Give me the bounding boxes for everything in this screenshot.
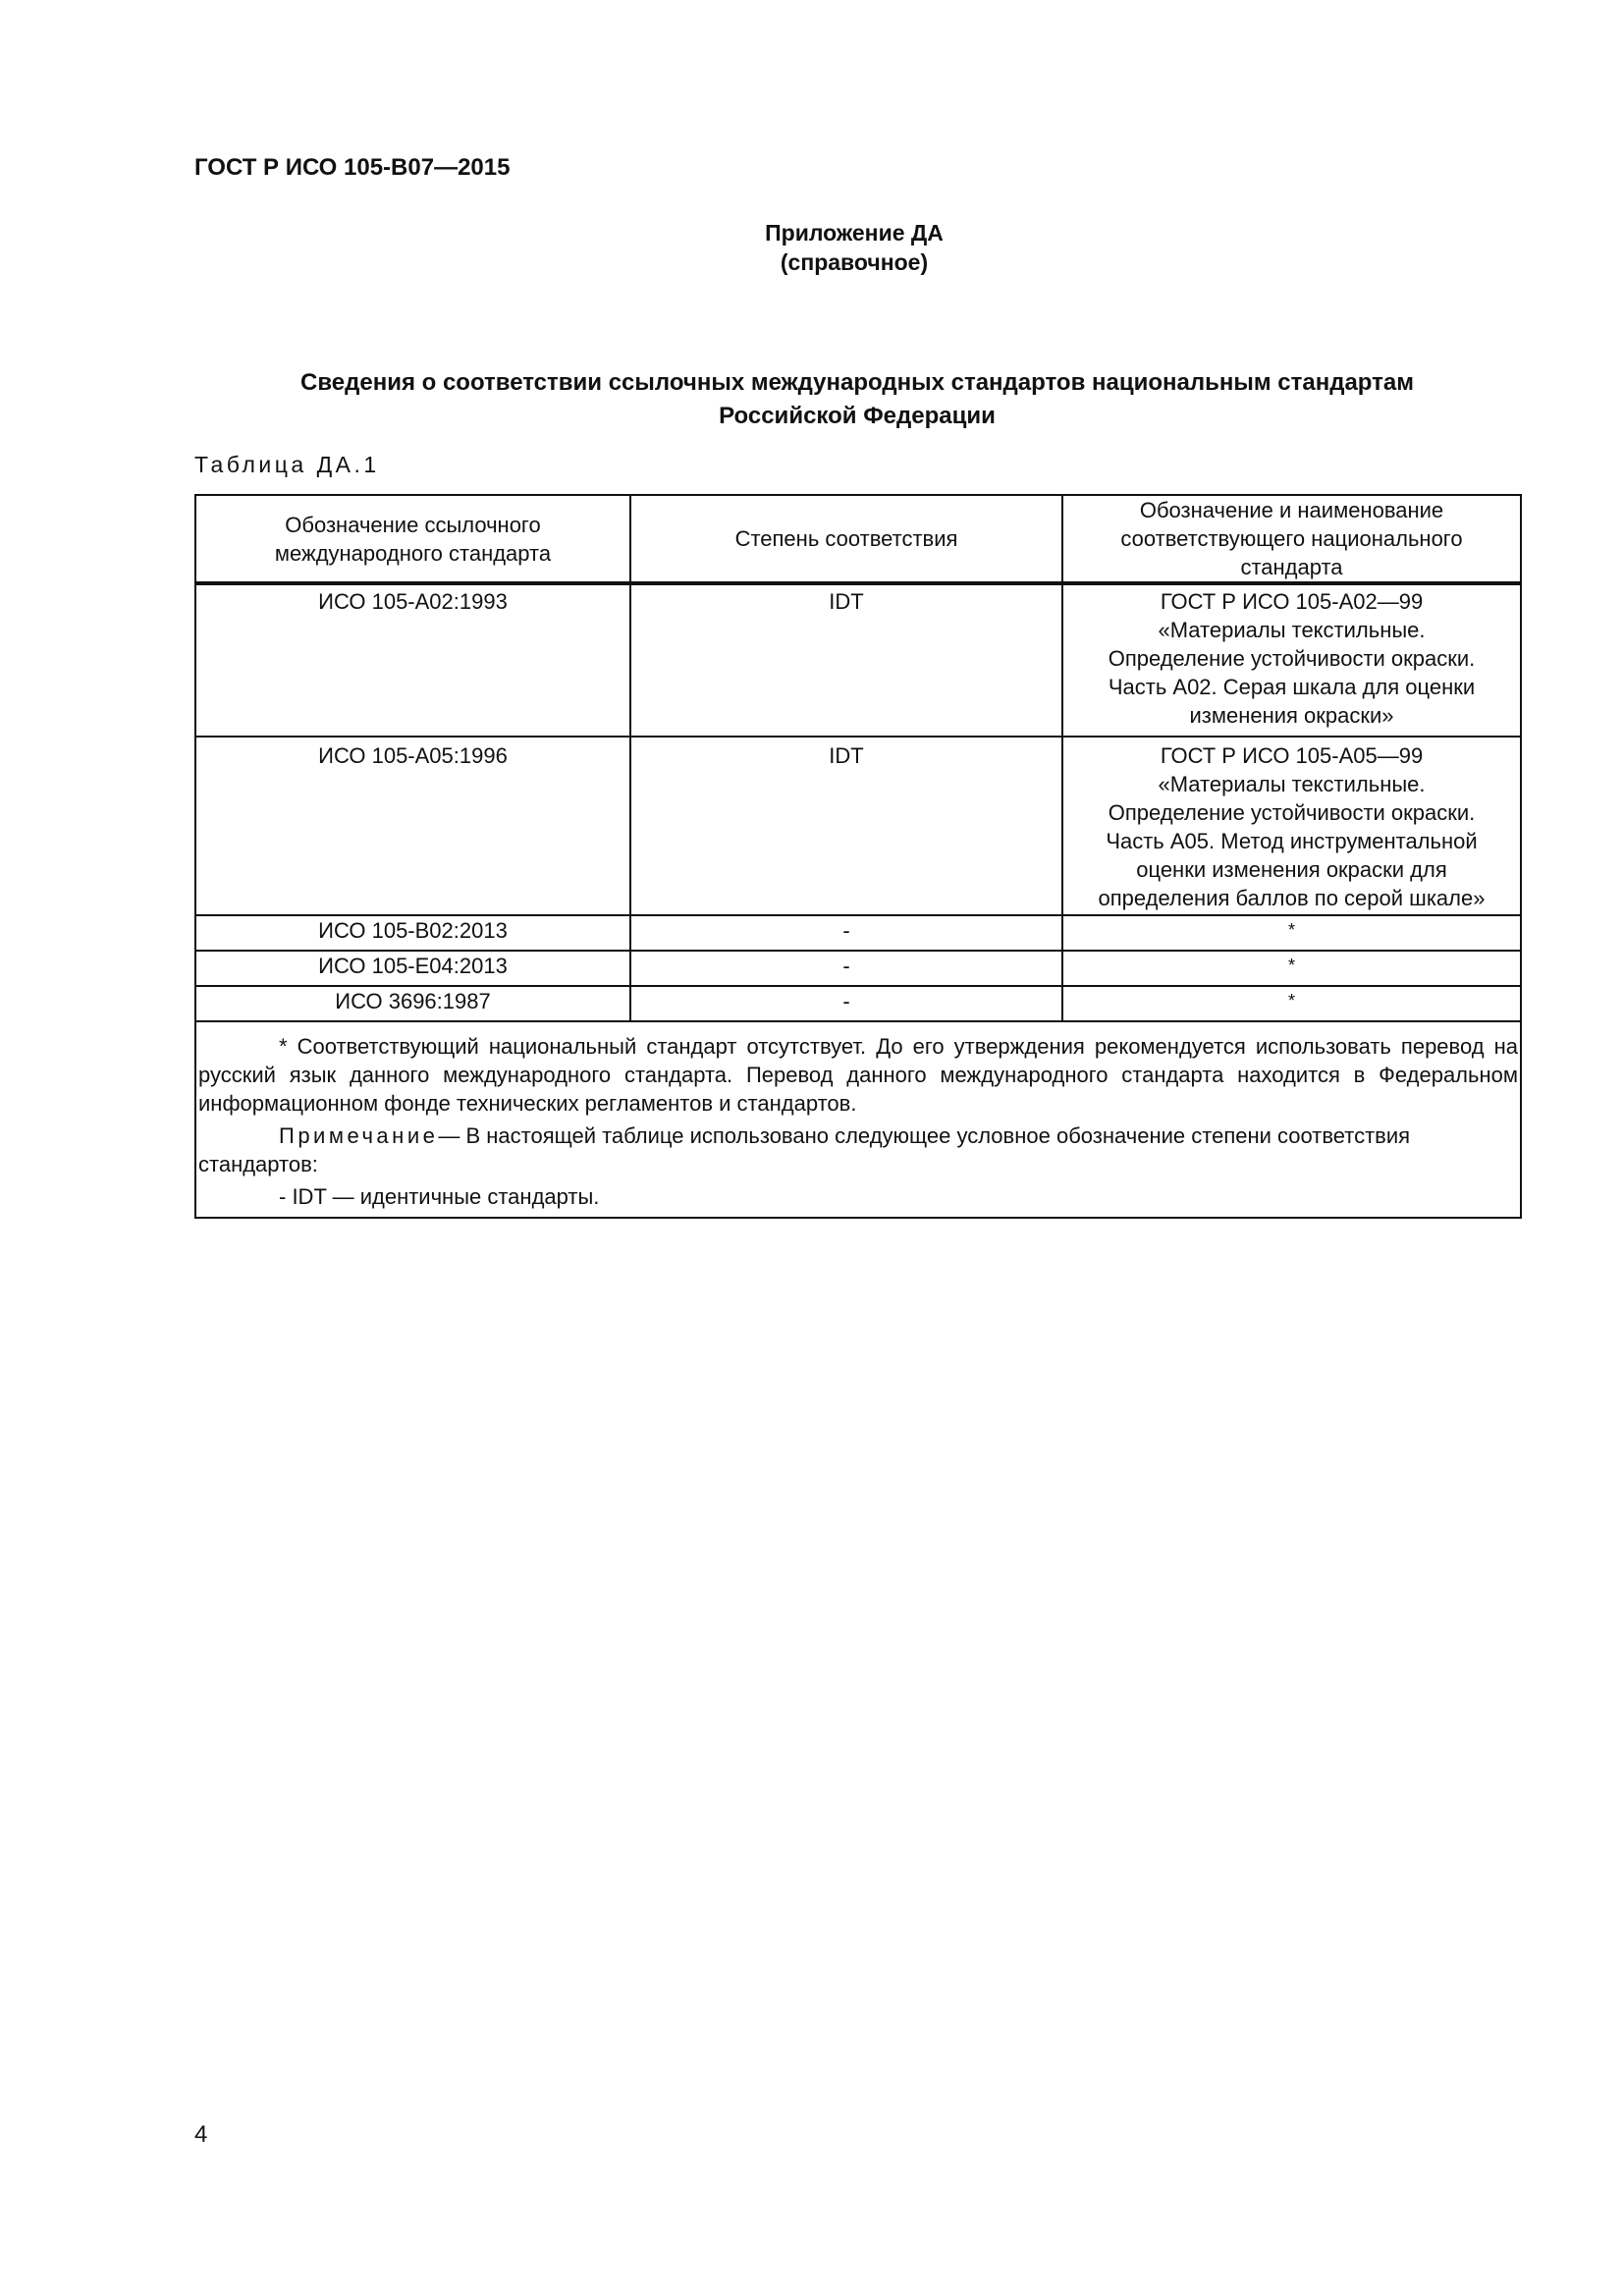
cell-degree: - bbox=[630, 915, 1062, 951]
note-label: Примечание bbox=[279, 1123, 439, 1148]
cell-national: * bbox=[1062, 951, 1521, 986]
cell-standard: ИСО 3696:1987 bbox=[195, 986, 630, 1021]
cell-degree: IDT bbox=[630, 583, 1062, 737]
cell-standard: ИСО 105-В02:2013 bbox=[195, 915, 630, 951]
document-code: ГОСТ Р ИСО 105-В07—2015 bbox=[194, 154, 511, 181]
header-international-standard: Обозначение ссылочного международного стандарта bbox=[195, 495, 630, 583]
table-header-row bbox=[195, 495, 1521, 583]
table-row bbox=[195, 951, 1521, 986]
table-row bbox=[195, 915, 1521, 951]
header-national-standard: Обозначение и наименование соответствующего национального стандарта bbox=[1062, 495, 1521, 583]
table-row bbox=[195, 583, 1521, 737]
cell-national: ГОСТ Р ИСО 105-А02—99 «Материалы текстильные. Определение устойчивости окраски. Часть А02. Серая шкала для оценки изменения окраски» bbox=[1062, 583, 1521, 737]
table-label: Таблица ДА.1 bbox=[194, 452, 380, 477]
annex-title: Приложение ДА bbox=[765, 220, 944, 246]
page-number: 4 bbox=[194, 2121, 208, 2148]
note bbox=[198, 1121, 1518, 1178]
table-row bbox=[195, 737, 1521, 915]
table-notes bbox=[195, 1021, 1521, 1218]
annex-subtitle: (справочное) bbox=[780, 249, 929, 275]
section-heading-line-1: Сведения о соответствии ссылочных международных стандартов национальным стандартам bbox=[300, 369, 1414, 396]
cell-degree: IDT bbox=[630, 737, 1062, 915]
footnote: * Соответствующий национальный стандарт отсутствует. До его утверждения рекомендуется использовать перевод на русский язык данного международного стандарта. Перевод данного международного стандарта находится в Федеральном информационном фонде технических регламентов и стандартов. bbox=[198, 1034, 1518, 1116]
section-heading-line-2: Российской Федерации bbox=[719, 403, 996, 429]
cell-national: * bbox=[1062, 986, 1521, 1021]
cell-national: * bbox=[1062, 915, 1521, 951]
cell-degree: - bbox=[630, 986, 1062, 1021]
table-row bbox=[195, 986, 1521, 1021]
table-notes-row bbox=[195, 1021, 1521, 1218]
cell-standard: ИСО 105-А05:1996 bbox=[195, 737, 630, 915]
section-heading bbox=[194, 366, 1520, 433]
cell-standard: ИСО 105-Е04:2013 bbox=[195, 951, 630, 986]
cell-standard: ИСО 105-А02:1993 bbox=[195, 583, 630, 737]
header-degree: Степень соответствия bbox=[630, 495, 1062, 583]
cell-national: ГОСТ Р ИСО 105-А05—99 «Материалы текстильные. Определение устойчивости окраски. Часть А05. Метод инструментальной оценки изменения окраски для определения баллов по серой шкале» bbox=[1062, 737, 1521, 915]
note-text: — В настоящей таблице использовано следующее условное обозначение степени соответствия стандартов: bbox=[198, 1123, 1411, 1176]
cell-degree: - bbox=[630, 951, 1062, 986]
correspondence-table bbox=[194, 494, 1522, 1219]
annex-title-block bbox=[0, 218, 1623, 277]
idt-definition: - IDT — идентичные стандарты. bbox=[279, 1184, 600, 1209]
